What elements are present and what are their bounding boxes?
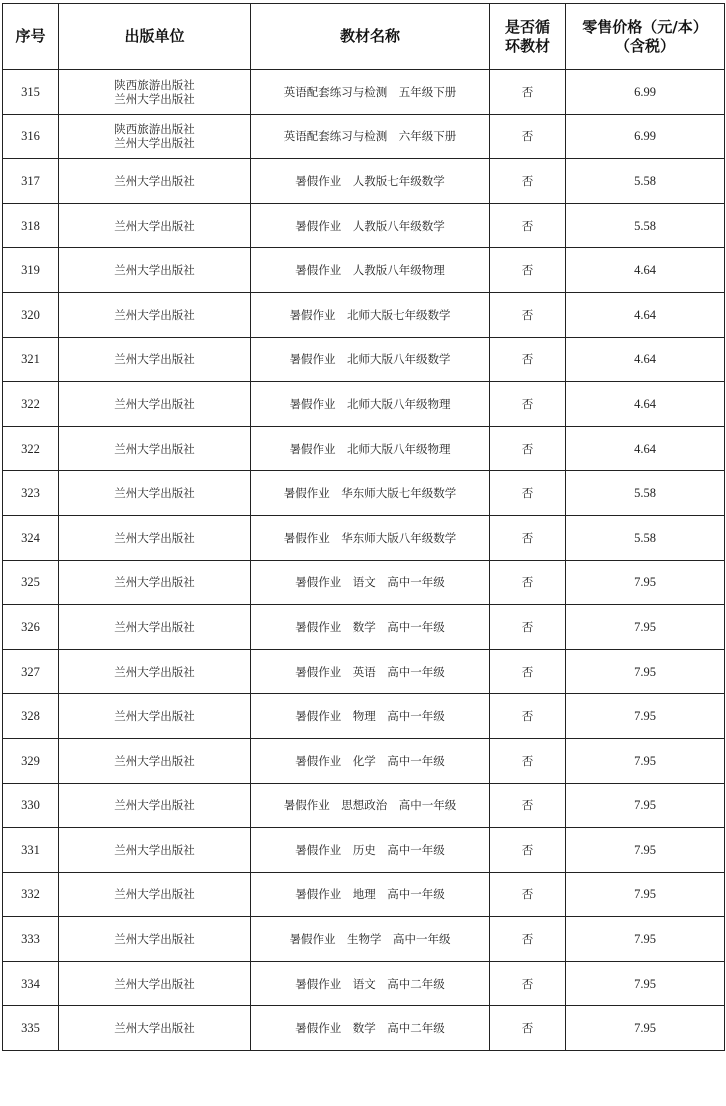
publisher-name: 兰州大学出版社 (114, 441, 195, 456)
cell-recycle: 否 (490, 382, 566, 427)
cell-price: 7.95 (566, 605, 725, 650)
cell-price: 7.95 (566, 872, 725, 917)
cell-textbook-name: 暑假作业 物理 高中一年级 (251, 694, 490, 739)
cell-publisher (59, 1006, 251, 1051)
header-publisher: 出版单位 (59, 4, 251, 70)
cell-publisher (59, 203, 251, 248)
cell-textbook-name: 英语配套练习与检测 六年级下册 (251, 114, 490, 159)
cell-seq: 326 (3, 605, 59, 650)
cell-publisher (59, 292, 251, 337)
publisher-name: 兰州大学出版社 (114, 842, 195, 857)
cell-seq: 322 (3, 426, 59, 471)
header-price (566, 4, 725, 70)
cell-seq: 333 (3, 917, 59, 962)
publisher-name: 兰州大学出版社 (114, 1021, 195, 1036)
publisher-name: 兰州大学出版社 (114, 976, 195, 991)
table-row (3, 694, 725, 739)
cell-textbook-name: 暑假作业 生物学 高中一年级 (251, 917, 490, 962)
cell-seq: 323 (3, 471, 59, 516)
cell-recycle: 否 (490, 694, 566, 739)
cell-textbook-name: 暑假作业 北师大版八年级数学 (251, 337, 490, 382)
cell-recycle: 否 (490, 426, 566, 471)
cell-recycle: 否 (490, 248, 566, 293)
table-row (3, 738, 725, 783)
publisher-name: 兰州大学出版社 (114, 530, 195, 545)
cell-seq: 317 (3, 159, 59, 204)
cell-price: 4.64 (566, 248, 725, 293)
cell-textbook-name: 暑假作业 历史 高中一年级 (251, 828, 490, 873)
header-recycle (490, 4, 566, 70)
publisher-name: 兰州大学出版社 (114, 307, 195, 322)
publisher-name: 陕西旅游出版社 (114, 122, 195, 137)
cell-textbook-name: 暑假作业 北师大版八年级物理 (251, 426, 490, 471)
header-seq: 序号 (3, 4, 59, 70)
cell-seq: 320 (3, 292, 59, 337)
cell-seq: 335 (3, 1006, 59, 1051)
publisher-name: 兰州大学出版社 (114, 263, 195, 278)
cell-publisher (59, 114, 251, 159)
cell-price: 7.95 (566, 783, 725, 828)
publisher-name: 兰州大学出版社 (114, 709, 195, 724)
cell-recycle: 否 (490, 872, 566, 917)
table-row (3, 471, 725, 516)
cell-publisher (59, 828, 251, 873)
table-row (3, 560, 725, 605)
publisher-name: 兰州大学出版社 (114, 753, 195, 768)
publisher-name: 兰州大学出版社 (114, 619, 195, 634)
cell-seq: 325 (3, 560, 59, 605)
cell-seq: 319 (3, 248, 59, 293)
cell-price: 4.64 (566, 292, 725, 337)
cell-publisher (59, 872, 251, 917)
textbook-price-table (2, 3, 725, 1051)
cell-textbook-name: 暑假作业 人教版七年级数学 (251, 159, 490, 204)
header-recycle-line2: 环教材 (504, 36, 550, 55)
publisher-name: 兰州大学出版社 (114, 173, 195, 188)
publisher-name: 兰州大学出版社 (114, 932, 195, 947)
header-recycle-line1: 是否循 (504, 17, 550, 36)
table-row (3, 605, 725, 650)
table-header (3, 4, 725, 70)
cell-textbook-name: 暑假作业 数学 高中二年级 (251, 1006, 490, 1051)
cell-recycle: 否 (490, 961, 566, 1006)
cell-price: 7.95 (566, 649, 725, 694)
table-row (3, 337, 725, 382)
table-row (3, 1006, 725, 1051)
table-row (3, 649, 725, 694)
table-row (3, 961, 725, 1006)
header-row (3, 4, 725, 70)
table-row (3, 426, 725, 471)
publisher-name: 兰州大学出版社 (114, 136, 195, 151)
cell-price: 4.64 (566, 382, 725, 427)
cell-textbook-name: 暑假作业 华东师大版七年级数学 (251, 471, 490, 516)
cell-seq: 321 (3, 337, 59, 382)
cell-publisher (59, 471, 251, 516)
table-row (3, 872, 725, 917)
textbook-price-table-page (2, 3, 725, 1051)
cell-seq: 322 (3, 382, 59, 427)
cell-publisher (59, 382, 251, 427)
cell-price: 6.99 (566, 70, 725, 115)
table-row (3, 783, 725, 828)
publisher-name: 兰州大学出版社 (114, 664, 195, 679)
cell-textbook-name: 暑假作业 思想政治 高中一年级 (251, 783, 490, 828)
cell-recycle: 否 (490, 203, 566, 248)
table-row (3, 292, 725, 337)
cell-seq: 328 (3, 694, 59, 739)
cell-publisher (59, 738, 251, 783)
cell-price: 6.99 (566, 114, 725, 159)
header-price-line2: （含税） (614, 36, 675, 55)
table-row (3, 917, 725, 962)
table-row (3, 159, 725, 204)
publisher-name: 兰州大学出版社 (114, 486, 195, 501)
table-row (3, 114, 725, 159)
table-body (3, 70, 725, 1051)
cell-price: 4.64 (566, 337, 725, 382)
cell-textbook-name: 暑假作业 化学 高中一年级 (251, 738, 490, 783)
table-row (3, 382, 725, 427)
publisher-name: 兰州大学出版社 (114, 396, 195, 411)
cell-textbook-name: 暑假作业 北师大版八年级物理 (251, 382, 490, 427)
cell-publisher (59, 159, 251, 204)
cell-publisher (59, 961, 251, 1006)
cell-recycle: 否 (490, 159, 566, 204)
cell-price: 7.95 (566, 738, 725, 783)
cell-publisher (59, 694, 251, 739)
publisher-name: 兰州大学出版社 (114, 218, 195, 233)
publisher-name: 兰州大学出版社 (114, 575, 195, 590)
cell-price: 4.64 (566, 426, 725, 471)
cell-publisher (59, 248, 251, 293)
cell-seq: 316 (3, 114, 59, 159)
cell-textbook-name: 暑假作业 数学 高中一年级 (251, 605, 490, 650)
cell-recycle: 否 (490, 605, 566, 650)
cell-price: 7.95 (566, 961, 725, 1006)
cell-recycle: 否 (490, 337, 566, 382)
cell-seq: 330 (3, 783, 59, 828)
publisher-name: 兰州大学出版社 (114, 798, 195, 813)
cell-price: 7.95 (566, 1006, 725, 1051)
cell-seq: 331 (3, 828, 59, 873)
cell-recycle: 否 (490, 1006, 566, 1051)
cell-price: 5.58 (566, 471, 725, 516)
cell-textbook-name: 暑假作业 人教版八年级物理 (251, 248, 490, 293)
cell-recycle: 否 (490, 738, 566, 783)
cell-textbook-name: 暑假作业 华东师大版八年级数学 (251, 515, 490, 560)
cell-publisher (59, 605, 251, 650)
cell-price: 7.95 (566, 917, 725, 962)
publisher-name: 兰州大学出版社 (114, 352, 195, 367)
cell-price: 5.58 (566, 203, 725, 248)
cell-textbook-name: 暑假作业 语文 高中一年级 (251, 560, 490, 605)
table-row (3, 203, 725, 248)
publisher-name: 兰州大学出版社 (114, 91, 195, 106)
header-textbook-name: 教材名称 (251, 4, 490, 70)
cell-seq: 324 (3, 515, 59, 560)
cell-textbook-name: 英语配套练习与检测 五年级下册 (251, 70, 490, 115)
cell-price: 5.58 (566, 515, 725, 560)
cell-publisher (59, 337, 251, 382)
table-row (3, 515, 725, 560)
cell-seq: 332 (3, 872, 59, 917)
cell-publisher (59, 917, 251, 962)
cell-price: 7.95 (566, 694, 725, 739)
cell-publisher (59, 783, 251, 828)
cell-seq: 315 (3, 70, 59, 115)
cell-seq: 329 (3, 738, 59, 783)
table-row (3, 828, 725, 873)
cell-price: 7.95 (566, 560, 725, 605)
cell-recycle: 否 (490, 560, 566, 605)
cell-publisher (59, 426, 251, 471)
header-price-line1: 零售价格（元/本） (582, 17, 708, 36)
cell-seq: 318 (3, 203, 59, 248)
cell-publisher (59, 70, 251, 115)
cell-textbook-name: 暑假作业 语文 高中二年级 (251, 961, 490, 1006)
cell-recycle: 否 (490, 515, 566, 560)
cell-seq: 334 (3, 961, 59, 1006)
cell-textbook-name: 暑假作业 北师大版七年级数学 (251, 292, 490, 337)
cell-price: 5.58 (566, 159, 725, 204)
publisher-name: 兰州大学出版社 (114, 887, 195, 902)
cell-recycle: 否 (490, 292, 566, 337)
cell-publisher (59, 560, 251, 605)
cell-recycle: 否 (490, 649, 566, 694)
cell-recycle: 否 (490, 70, 566, 115)
cell-recycle: 否 (490, 471, 566, 516)
cell-recycle: 否 (490, 114, 566, 159)
cell-textbook-name: 暑假作业 英语 高中一年级 (251, 649, 490, 694)
cell-publisher (59, 649, 251, 694)
cell-textbook-name: 暑假作业 地理 高中一年级 (251, 872, 490, 917)
cell-publisher (59, 515, 251, 560)
publisher-name: 陕西旅游出版社 (114, 77, 195, 92)
table-row (3, 70, 725, 115)
cell-recycle: 否 (490, 828, 566, 873)
cell-seq: 327 (3, 649, 59, 694)
cell-recycle: 否 (490, 783, 566, 828)
cell-textbook-name: 暑假作业 人教版八年级数学 (251, 203, 490, 248)
table-row (3, 248, 725, 293)
cell-recycle: 否 (490, 917, 566, 962)
cell-price: 7.95 (566, 828, 725, 873)
